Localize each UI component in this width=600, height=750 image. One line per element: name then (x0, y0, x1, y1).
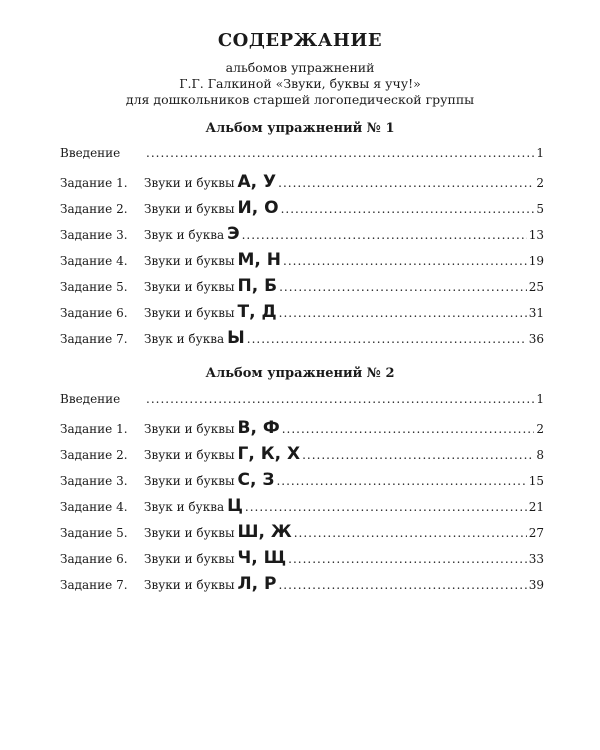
task-description: Звук и буква (144, 228, 225, 242)
toc-task-row[interactable] (60, 172, 544, 198)
leader-dots (283, 254, 527, 268)
task-letters: М, Н (237, 250, 282, 270)
task-number: Задание 7. (60, 332, 128, 346)
toc-task-row[interactable] (60, 470, 544, 496)
task-letters: Э (227, 224, 240, 244)
leader-dots (278, 578, 526, 592)
task-letters: Ш, Ж (237, 522, 292, 542)
toc-task-row[interactable] (60, 418, 544, 444)
subtitle-line-2: Г.Г. Галкиной «Звуки, буквы я учу!» (179, 76, 421, 91)
task-description: Звуки и буквы (144, 578, 235, 592)
leader-dots (146, 146, 534, 160)
page-number: 39 (528, 578, 544, 592)
page-number: 27 (528, 526, 544, 540)
task-description: Звуки и буквы (144, 306, 235, 320)
task-description: Звуки и буквы (144, 176, 235, 190)
task-description: Звуки и буквы (144, 422, 235, 436)
page-number: 1 (536, 392, 544, 406)
page-number: 21 (528, 500, 544, 514)
toc-task-row[interactable] (60, 444, 544, 470)
task-number: Задание 3. (60, 228, 128, 242)
toc-task-row[interactable] (60, 276, 544, 302)
page-number: 19 (528, 254, 544, 268)
task-description: Звуки и буквы (144, 280, 235, 294)
task-number: Задание 1. (60, 176, 128, 190)
task-number: Задание 2. (60, 448, 128, 462)
leader-dots (245, 500, 527, 514)
task-description: Звуки и буквы (144, 202, 235, 216)
leader-dots (247, 332, 527, 346)
toc-task-row[interactable] (60, 198, 544, 224)
task-description: Звуки и буквы (144, 254, 235, 268)
task-description: Звуки и буквы (144, 526, 235, 540)
page-number: 2 (536, 176, 544, 190)
task-description: Звуки и буквы (144, 448, 235, 462)
task-number: Задание 6. (60, 306, 128, 320)
page-number: 33 (528, 552, 544, 566)
intro-label: Введение (60, 392, 121, 406)
album-1-title: Альбом упражнений № 1 (205, 121, 395, 136)
intro-label: Введение (60, 146, 121, 160)
task-description: Звук и буква (144, 500, 225, 514)
page-number: 2 (536, 422, 544, 436)
task-letters: В, Ф (237, 418, 280, 438)
task-letters: А, У (237, 172, 277, 192)
toc-task-row[interactable] (60, 224, 544, 250)
task-letters: Ч, Щ (237, 548, 287, 568)
toc-task-row[interactable] (60, 328, 544, 354)
leader-dots (242, 228, 527, 242)
leader-dots (288, 552, 527, 566)
page-title: СОДЕРЖАНИЕ (217, 30, 383, 51)
task-description: Звуки и буквы (144, 552, 235, 566)
toc-task-row[interactable] (60, 302, 544, 328)
toc-task-row[interactable] (60, 250, 544, 276)
task-number: Задание 7. (60, 578, 128, 592)
task-number: Задание 2. (60, 202, 128, 216)
task-letters: Т, Д (237, 302, 277, 322)
task-number: Задание 5. (60, 280, 128, 294)
page-number: 36 (528, 332, 544, 346)
task-letters: Ц (227, 496, 243, 516)
toc-task-row[interactable] (60, 574, 544, 600)
task-number: Задание 3. (60, 474, 128, 488)
leader-dots (302, 448, 534, 462)
task-description: Звуки и буквы (144, 474, 235, 488)
subtitle-line-3: для дошкольников старшей логопедической группы (125, 92, 475, 107)
toc-task-row[interactable] (60, 548, 544, 574)
task-number: Задание 6. (60, 552, 128, 566)
task-letters: Ы (227, 328, 245, 348)
page-number: 1 (536, 146, 544, 160)
task-letters: И, О (237, 198, 279, 218)
album-1-toc (60, 146, 544, 354)
album-2-title: Альбом упражнений № 2 (205, 366, 395, 381)
toc-task-row[interactable] (60, 496, 544, 522)
task-letters: С, З (237, 470, 275, 490)
task-letters: Г, К, Х (237, 444, 301, 464)
toc-intro-row[interactable] (60, 146, 544, 172)
task-number: Задание 1. (60, 422, 128, 436)
leader-dots (279, 306, 527, 320)
task-letters: П, Б (237, 276, 278, 296)
page-number: 8 (536, 448, 544, 462)
leader-dots (282, 422, 534, 436)
task-number: Задание 5. (60, 526, 128, 540)
page-number: 13 (528, 228, 544, 242)
task-description: Звук и буква (144, 332, 225, 346)
subtitle-line-1: альбомов упражнений (225, 60, 375, 75)
page-number: 31 (528, 306, 544, 320)
toc-intro-row[interactable] (60, 392, 544, 418)
task-number: Задание 4. (60, 500, 128, 514)
leader-dots (146, 392, 534, 406)
leader-dots (278, 176, 534, 190)
leader-dots (276, 474, 526, 488)
leader-dots (279, 280, 527, 294)
page-number: 5 (536, 202, 544, 216)
task-letters: Л, Р (237, 574, 277, 594)
album-2-toc (60, 392, 544, 600)
leader-dots (294, 526, 527, 540)
page-number: 15 (528, 474, 544, 488)
toc-task-row[interactable] (60, 522, 544, 548)
page-number: 25 (528, 280, 544, 294)
task-number: Задание 4. (60, 254, 128, 268)
leader-dots (281, 202, 534, 216)
